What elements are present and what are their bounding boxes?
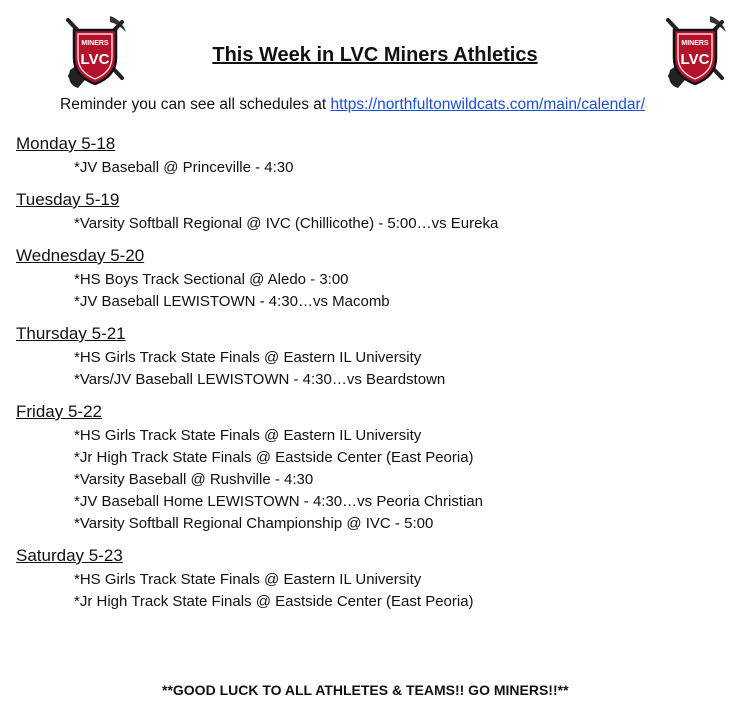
event-item: *JV Baseball Home LEWISTOWN - 4:30…vs Peoria Christian — [74, 493, 484, 510]
event-item: *HS Girls Track State Finals @ Eastern IL University — [74, 427, 422, 444]
page-title: This Week in LVC Miners Athletics — [212, 44, 538, 66]
event-item: *Varsity Softball Regional @ IVC (Chillicothe) - 5:00…vs Eureka — [74, 215, 499, 232]
day-heading: Thursday 5-21 — [16, 324, 126, 343]
svg-text:MINERS: MINERS — [81, 40, 109, 47]
weekly-schedule — [16, 134, 736, 624]
day-section — [16, 546, 736, 613]
day-heading: Monday 5-18 — [16, 134, 116, 153]
event-item: *Varsity Softball Regional Championship @ IVC - 5:00 — [74, 515, 434, 532]
day-heading: Saturday 5-23 — [16, 546, 123, 565]
day-section — [16, 246, 736, 313]
event-item: *Varsity Baseball @ Rushville - 4:30 — [74, 471, 314, 488]
calendar-link[interactable]: https://northfultonwildcats.com/main/calendar/ — [330, 96, 646, 113]
schedule-reminder — [60, 96, 645, 114]
day-heading: Tuesday 5-19 — [16, 190, 120, 209]
svg-text:LVC: LVC — [80, 51, 110, 68]
event-item: *Jr High Track State Finals @ Eastside Center (East Peoria) — [74, 449, 474, 466]
event-item: *JV Baseball LEWISTOWN - 4:30…vs Macomb — [74, 293, 390, 310]
good-luck-footer: **GOOD LUCK TO ALL ATHLETES & TEAMS!! GO MINERS!!** — [162, 682, 569, 698]
svg-text:LVC: LVC — [680, 51, 710, 68]
event-item: *HS Girls Track State Finals @ Eastern IL University — [74, 571, 422, 588]
event-item: *JV Baseball @ Princeville - 4:30 — [74, 159, 294, 176]
event-item: *HS Girls Track State Finals @ Eastern IL University — [74, 349, 422, 366]
day-section — [16, 134, 736, 179]
event-item: *Vars/JV Baseball LEWISTOWN - 4:30…vs Beardstown — [74, 371, 446, 388]
event-item: *Jr High Track State Finals @ Eastside Center (East Peoria) — [74, 593, 474, 610]
svg-text:MINERS: MINERS — [681, 40, 709, 47]
day-heading: Wednesday 5-20 — [16, 246, 145, 265]
day-heading: Friday 5-22 — [16, 402, 102, 421]
event-item: *HS Boys Track Sectional @ Aledo - 3:00 — [74, 271, 349, 288]
day-section — [16, 190, 736, 235]
day-section — [16, 402, 736, 535]
day-section — [16, 324, 736, 391]
reminder-text: Reminder you can see all schedules at — [60, 96, 331, 113]
